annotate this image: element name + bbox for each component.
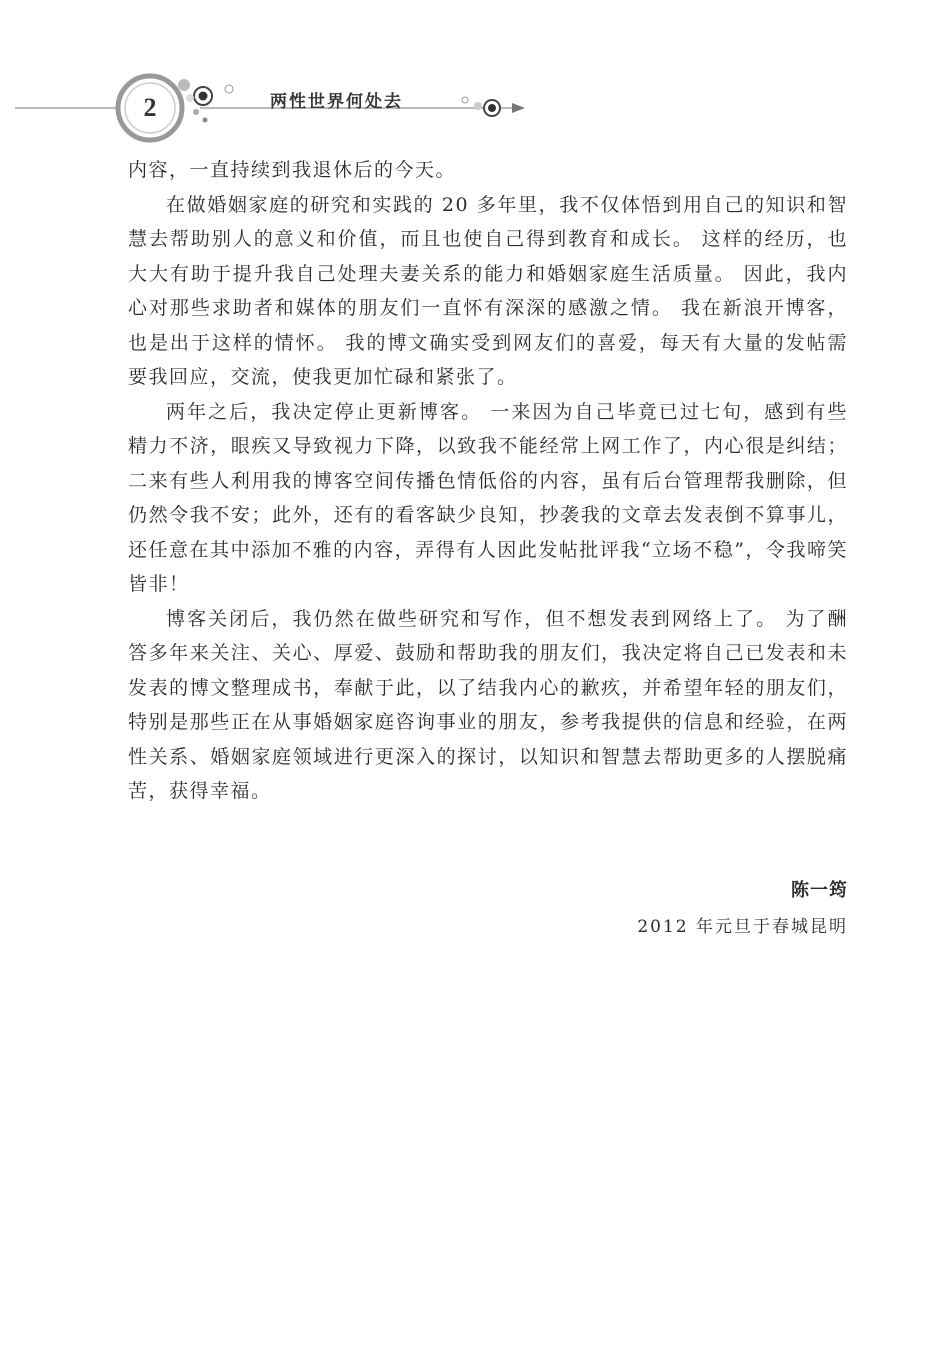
date-place-line: 2012 年元旦于春城昆明 xyxy=(637,917,848,937)
page-header xyxy=(0,60,950,150)
paragraph: 博客关闭后，我仍然在做些研究和写作，但不想发表到网络上了。 为了酬答多年来关注、关心、厚爱、鼓励和帮助我的朋友们，我决定将自己已发表和未发表的博文整理成书，奉献于此，以了结我内心的歉疚，并希望年轻的朋友们，特别是那些正在从事婚姻家庭咨询事业的朋友，参考我提供的信息和经验，在两性关系、婚姻家庭领域进行更深入的探讨，以知识和智慧去帮助更多的人摆脱痛苦，获得幸福。 xyxy=(128,607,848,802)
paragraph: 在做婚姻家庭的研究和实践的 20 多年里，我不仅体悟到用自己的知识和智慧去帮助别人的意义和价值，而且也使自己得到教育和成长。 这样的经历，也大大有助于提升我自己处理夫妻关系的能力和婚姻家庭生活质量。 因此，我内心对那些求助者和媒体的朋友们一直怀有深深的感激之情。 我在新浪开博客，也是出于这样的情怀。 我的博文确实受到网友们的喜爱，每天有大量的发帖需要我回应，交流，使我更加忙碌和紧张了。 xyxy=(128,193,848,388)
paragraph: 两年之后，我决定停止更新博客。 一来因为自己毕竟已过七旬，感到有些精力不济，眼疾又导致视力下降，以致我不能经常上网工作了，内心很是纠结；二来有些人利用我的博客空间传播色情低俗的内容，虽有后台管理帮我删除，但仍然令我不安；此外，还有的看客缺少良知，抄袭我的文章去发表倒不算事儿，还任意在其中添加不雅的内容，弄得有人因此发帖批评我“立场不稳”，令我啼笑皆非！ xyxy=(128,400,848,595)
body-text xyxy=(128,153,848,809)
author-signature: 陈一筠 xyxy=(791,880,848,901)
paragraph-continuation: 内容，一直持续到我退休后的今天。 xyxy=(128,159,457,181)
page-number: 2 xyxy=(143,93,157,122)
running-title: 两性世界何处去 xyxy=(270,92,403,112)
